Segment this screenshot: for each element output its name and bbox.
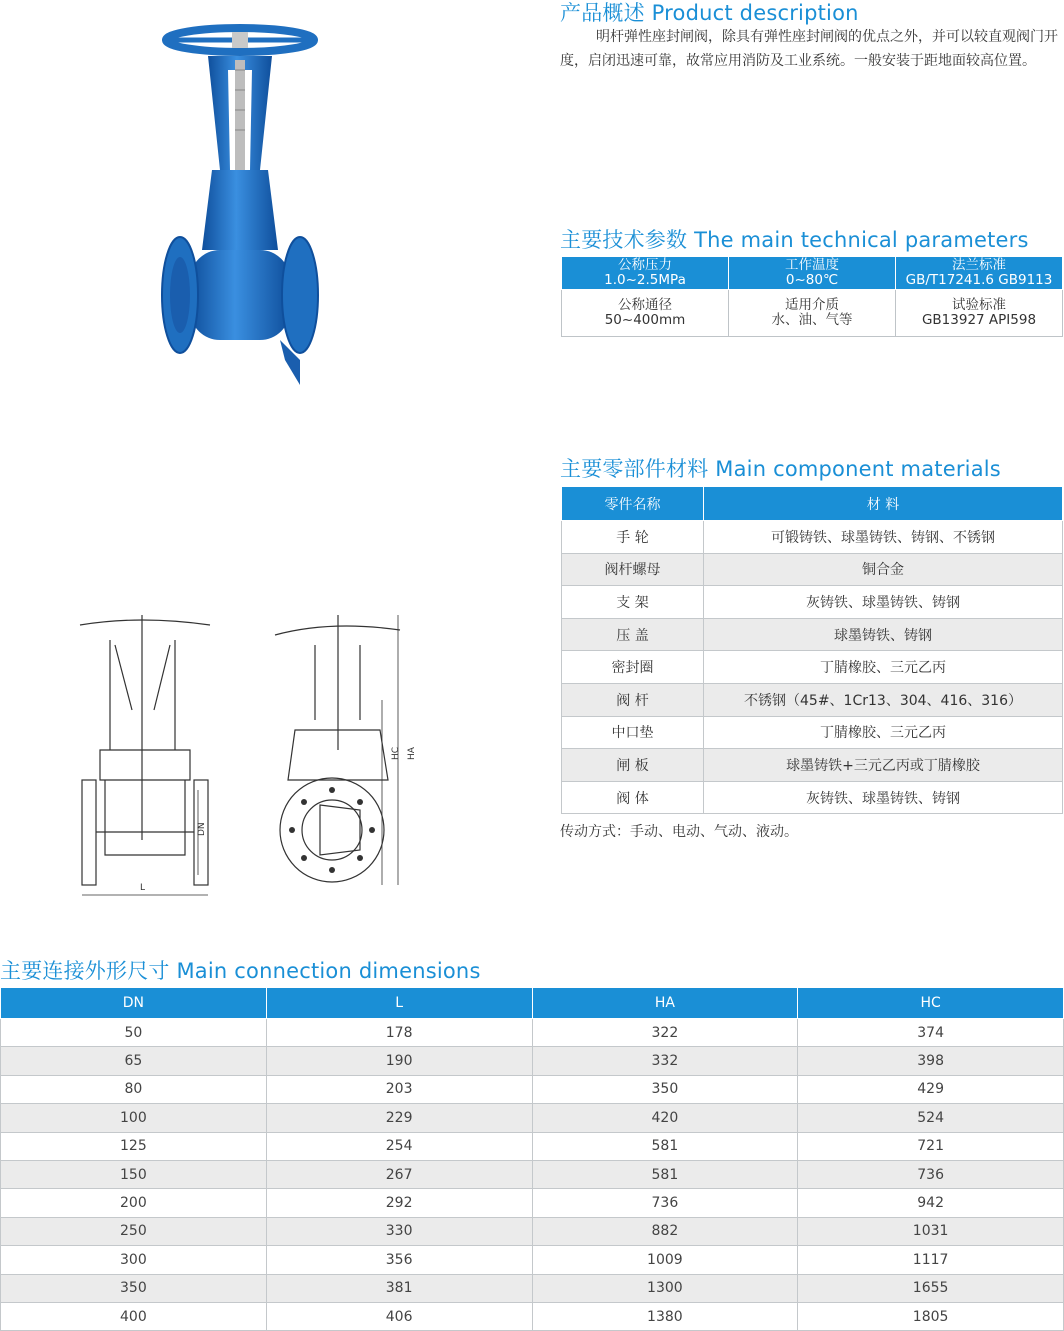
materials-row-cell: 可锻铸铁、球墨铸铁、铸钢、不锈钢 [704,521,1063,554]
transmission-note: 传动方式：手动、电动、气动、液动。 [560,824,798,840]
dims-row-cell: 406 [266,1302,532,1330]
dims-row [1,1104,1064,1132]
dims-row-cell: 292 [266,1189,532,1217]
tech-cell: 公称压力 1.0~2.5MPa [562,257,729,290]
drawing-label-hc: HC [391,746,401,760]
dims-row-cell: 200 [1,1189,267,1217]
materials-row [562,521,1063,554]
dims-row-cell: 300 [1,1246,267,1274]
tech-params-title: 主要技术参数 The main technical parameters [560,228,1029,252]
dims-row-cell: 942 [798,1189,1064,1217]
dims-row [1,1132,1064,1160]
materials-header-part: 零件名称 [562,487,704,521]
dims-row-cell: 322 [532,1019,798,1047]
dims-row-cell: 80 [1,1075,267,1103]
materials-row-cell: 支 架 [562,586,704,619]
dims-row-cell: 65 [1,1047,267,1075]
dims-row-cell: 1117 [798,1246,1064,1274]
dims-row [1,1019,1064,1047]
dims-row-cell: 203 [266,1075,532,1103]
dims-row-cell: 267 [266,1160,532,1188]
materials-row [562,553,1063,586]
materials-row-cell: 铜合金 [704,553,1063,586]
dims-row-cell: 398 [798,1047,1064,1075]
dims-row-cell: 190 [266,1047,532,1075]
materials-row-cell: 阀 杆 [562,683,704,716]
dims-row-cell: 736 [532,1189,798,1217]
materials-row-cell: 丁腈橡胶、三元乙丙 [704,716,1063,749]
dims-row-cell: 381 [266,1274,532,1302]
drawing-label-ha: HA [407,747,417,760]
materials-row-cell: 丁腈橡胶、三元乙丙 [704,651,1063,684]
valve-technical-drawing [70,600,430,900]
dims-row-cell: 524 [798,1104,1064,1132]
dims-row-cell: 400 [1,1302,267,1330]
tech-cell: 公称通径 50~400mm [562,290,729,337]
dims-header-hc: HC [798,988,1064,1019]
dims-row-cell: 250 [1,1217,267,1245]
materials-row-cell: 压 盖 [562,618,704,651]
dims-row-cell: 420 [532,1104,798,1132]
dims-row-cell: 150 [1,1160,267,1188]
dims-row [1,1160,1064,1188]
dimensions-table [0,987,1064,1331]
dims-row [1,1302,1064,1330]
product-description-title: 产品概述 Product description [560,1,859,25]
materials-row-cell: 灰铸铁、球墨铸铁、铸钢 [704,781,1063,814]
dims-header-l: L [266,988,532,1019]
dims-row-cell: 1655 [798,1274,1064,1302]
tech-cell: 工作温度 0~80℃ [729,257,896,290]
materials-row-cell: 中口垫 [562,716,704,749]
materials-table [561,486,1063,814]
dims-row-cell: 356 [266,1246,532,1274]
dims-row [1,1217,1064,1245]
dims-row-cell: 229 [266,1104,532,1132]
materials-row [562,749,1063,782]
dims-row-cell: 374 [798,1019,1064,1047]
dims-row [1,1274,1064,1302]
materials-row [562,781,1063,814]
materials-row-cell: 阀 体 [562,781,704,814]
dims-row-cell: 1031 [798,1217,1064,1245]
materials-row-cell: 密封圈 [562,651,704,684]
drawing-label-l: L [140,883,146,893]
dims-row-cell: 1300 [532,1274,798,1302]
dims-header-dn: DN [1,988,267,1019]
dims-row-cell: 125 [1,1132,267,1160]
tech-cell: 试验标准 GB13927 API598 [896,290,1063,337]
dims-row [1,1047,1064,1075]
dims-row-cell: 332 [532,1047,798,1075]
dims-row-cell: 721 [798,1132,1064,1160]
dims-row [1,1246,1064,1274]
dims-header-ha: HA [532,988,798,1019]
dims-row-cell: 330 [266,1217,532,1245]
dims-row [1,1075,1064,1103]
valve-product-image [160,20,320,400]
dims-row-cell: 581 [532,1160,798,1188]
dims-row-cell: 50 [1,1019,267,1047]
dims-row-cell: 350 [1,1274,267,1302]
materials-row-cell: 闸 板 [562,749,704,782]
materials-row-cell: 球墨铸铁+三元乙丙或丁腈橡胶 [704,749,1063,782]
materials-header-material: 材 料 [704,487,1063,521]
materials-title: 主要零部件材料 Main component materials [560,457,1001,481]
materials-row-cell: 阀杆螺母 [562,553,704,586]
dims-row-cell: 178 [266,1019,532,1047]
dims-row-cell: 429 [798,1075,1064,1103]
dims-row-cell: 1805 [798,1302,1064,1330]
materials-row [562,651,1063,684]
dims-row [1,1189,1064,1217]
dims-row-cell: 882 [532,1217,798,1245]
materials-row [562,716,1063,749]
materials-row [562,618,1063,651]
materials-row-cell: 球墨铸铁、铸钢 [704,618,1063,651]
dims-row-cell: 100 [1,1104,267,1132]
dims-row-cell: 1009 [532,1246,798,1274]
materials-row [562,683,1063,716]
materials-row-cell: 不锈钢（45#、1Cr13、304、416、316） [704,683,1063,716]
tech-params-table [561,256,1063,337]
dims-row-cell: 581 [532,1132,798,1160]
drawing-label-dn: DN [197,822,207,836]
tech-cell: 法兰标准 GB/T17241.6 GB9113 [896,257,1063,290]
materials-row [562,586,1063,619]
dims-row-cell: 736 [798,1160,1064,1188]
materials-row-cell: 灰铸铁、球墨铸铁、铸钢 [704,586,1063,619]
materials-row-cell: 手 轮 [562,521,704,554]
tech-cell: 适用介质 水、油、气等 [729,290,896,337]
dimensions-title: 主要连接外形尺寸 Main connection dimensions [0,959,481,983]
product-description-text: 明杆弹性座封闸阀，除具有弹性座封闸阀的优点之外，并可以较直观阀门开度，启闭迅速可靠，故常应用消防及工业系统。一般安装于距地面较高位置。 [560,29,1058,69]
dims-row-cell: 1380 [532,1302,798,1330]
dims-row-cell: 254 [266,1132,532,1160]
dims-row-cell: 350 [532,1075,798,1103]
